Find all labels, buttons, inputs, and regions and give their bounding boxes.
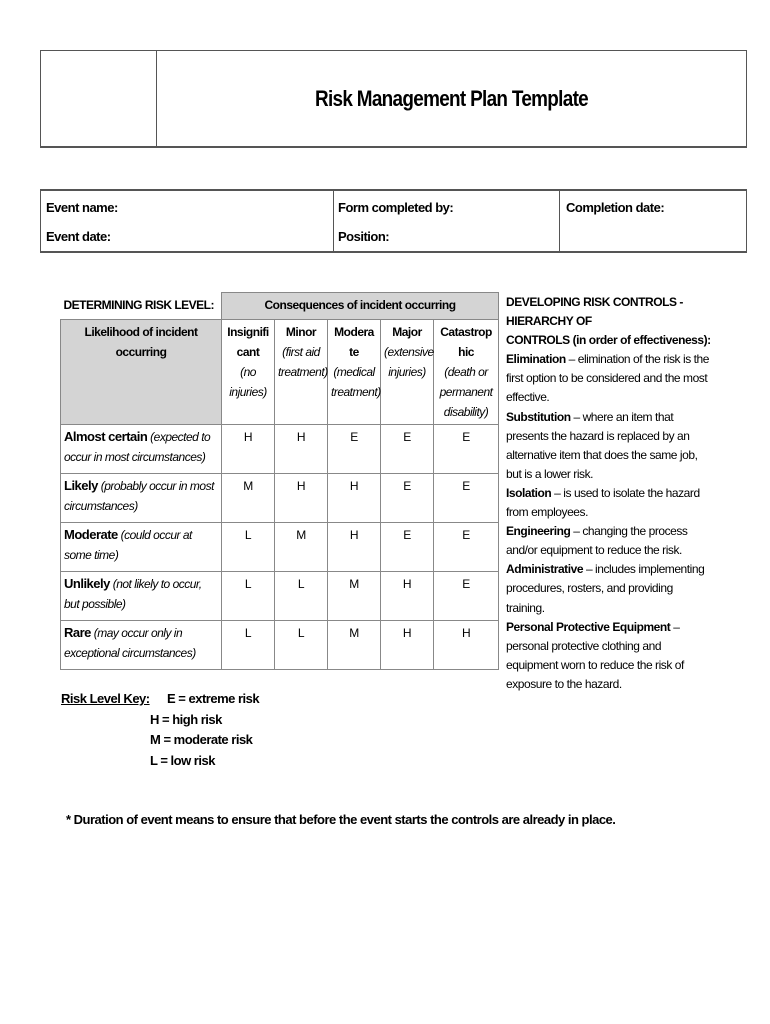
consequence-header: Insignifi cant (no injuries) [222,320,275,425]
key-item: H = high risk [150,711,222,727]
consequence-header: Catastrop hic (death or permanent disability) [434,320,499,425]
risk-cell: L [275,621,328,670]
risk-cell: H [328,474,381,523]
likelihood-row-label: Unlikely (not likely to occur, but possible) [61,572,222,621]
risk-cell: E [434,425,499,474]
likelihood-row-label: Rare (may occur only in exceptional circumstances) [61,621,222,670]
control-item: Elimination – elimination of the risk is the first option to be considered and the most effective. [506,352,709,405]
risk-cell: E [381,425,434,474]
risk-cell: M [222,474,275,523]
risk-cell: M [328,621,381,670]
risk-cell: L [222,621,275,670]
risk-cell: H [275,425,328,474]
risk-cell: E [328,425,381,474]
risk-cell: H [275,474,328,523]
logo-area [41,51,157,146]
likelihood-row-label: Likely (probably occur in most circumstances) [61,474,222,523]
control-item: Administrative – includes implementing procedures, rosters, and providing training. [506,562,705,615]
risk-cell: M [328,572,381,621]
duration-note: * Duration of event means to ensure that before the event starts the controls are already in place. [66,812,616,827]
position-label: Position: [338,229,390,244]
table-row [61,621,499,670]
control-item: Personal Protective Equipment – personal protective clothing and equipment worn to reduce the risk of exposure to the hazard. [506,619,684,691]
risk-cell: H [381,621,434,670]
risk-cell: H [434,621,499,670]
event-name-label: Event name: [46,200,118,215]
risk-cell: E [434,572,499,621]
risk-cell: E [381,523,434,572]
header-box [40,50,747,148]
risk-controls-section [506,293,714,694]
determining-risk-label: DETERMINING RISK LEVEL: [63,297,215,312]
consequence-header: Modera te (medical treatment) [328,320,381,425]
consequence-header: Minor (first aid treatment) [275,320,328,425]
event-info-box [40,189,747,253]
completion-date-label: Completion date: [566,200,665,215]
key-item: L = low risk [150,752,215,768]
form-completed-by-label: Form completed by: [338,200,454,215]
likelihood-row-label: Moderate (could occur at some time) [61,523,222,572]
risk-cell: M [275,523,328,572]
risk-level-key [61,689,259,771]
table-row [61,523,499,572]
likelihood-row-label: Almost certain (expected to occur in most circumstances) [61,425,222,474]
risk-matrix-table [60,292,499,670]
table-row [61,572,499,621]
risk-cell: H [222,425,275,474]
risk-cell: L [222,523,275,572]
control-item: Isolation – is used to isolate the hazard from employees. [506,485,700,520]
risk-cell: E [434,474,499,523]
table-row [61,474,499,523]
control-item: Substitution – where an item that presents the hazard is replaced by an alternative item that does the same job, but is a lower risk. [506,409,698,481]
risk-cell: H [328,523,381,572]
control-item: Engineering – changing the process and/or equipment to reduce the risk. [506,524,688,558]
table-row [61,425,499,474]
page-title: Risk Management Plan Template [314,85,589,111]
risk-cell: L [275,572,328,621]
key-item: M = moderate risk [150,732,253,747]
controls-subheading: CONTROLS (in order of effectiveness): [506,333,711,348]
risk-cell: L [222,572,275,621]
risk-cell: H [381,572,434,621]
key-item: E = extreme risk [167,691,260,706]
consequences-header: Consequences of incident occurring [222,293,499,320]
likelihood-header: Likelihood of incident occurring [61,320,222,425]
risk-cell: E [434,523,499,572]
consequence-header: Major (extensive injuries) [381,320,434,425]
controls-heading: DEVELOPING RISK CONTROLS - HIERARCHY OF [506,295,683,329]
risk-level-key-title: Risk Level Key: [61,691,150,706]
event-date-label: Event date: [46,229,111,244]
risk-cell: E [381,474,434,523]
